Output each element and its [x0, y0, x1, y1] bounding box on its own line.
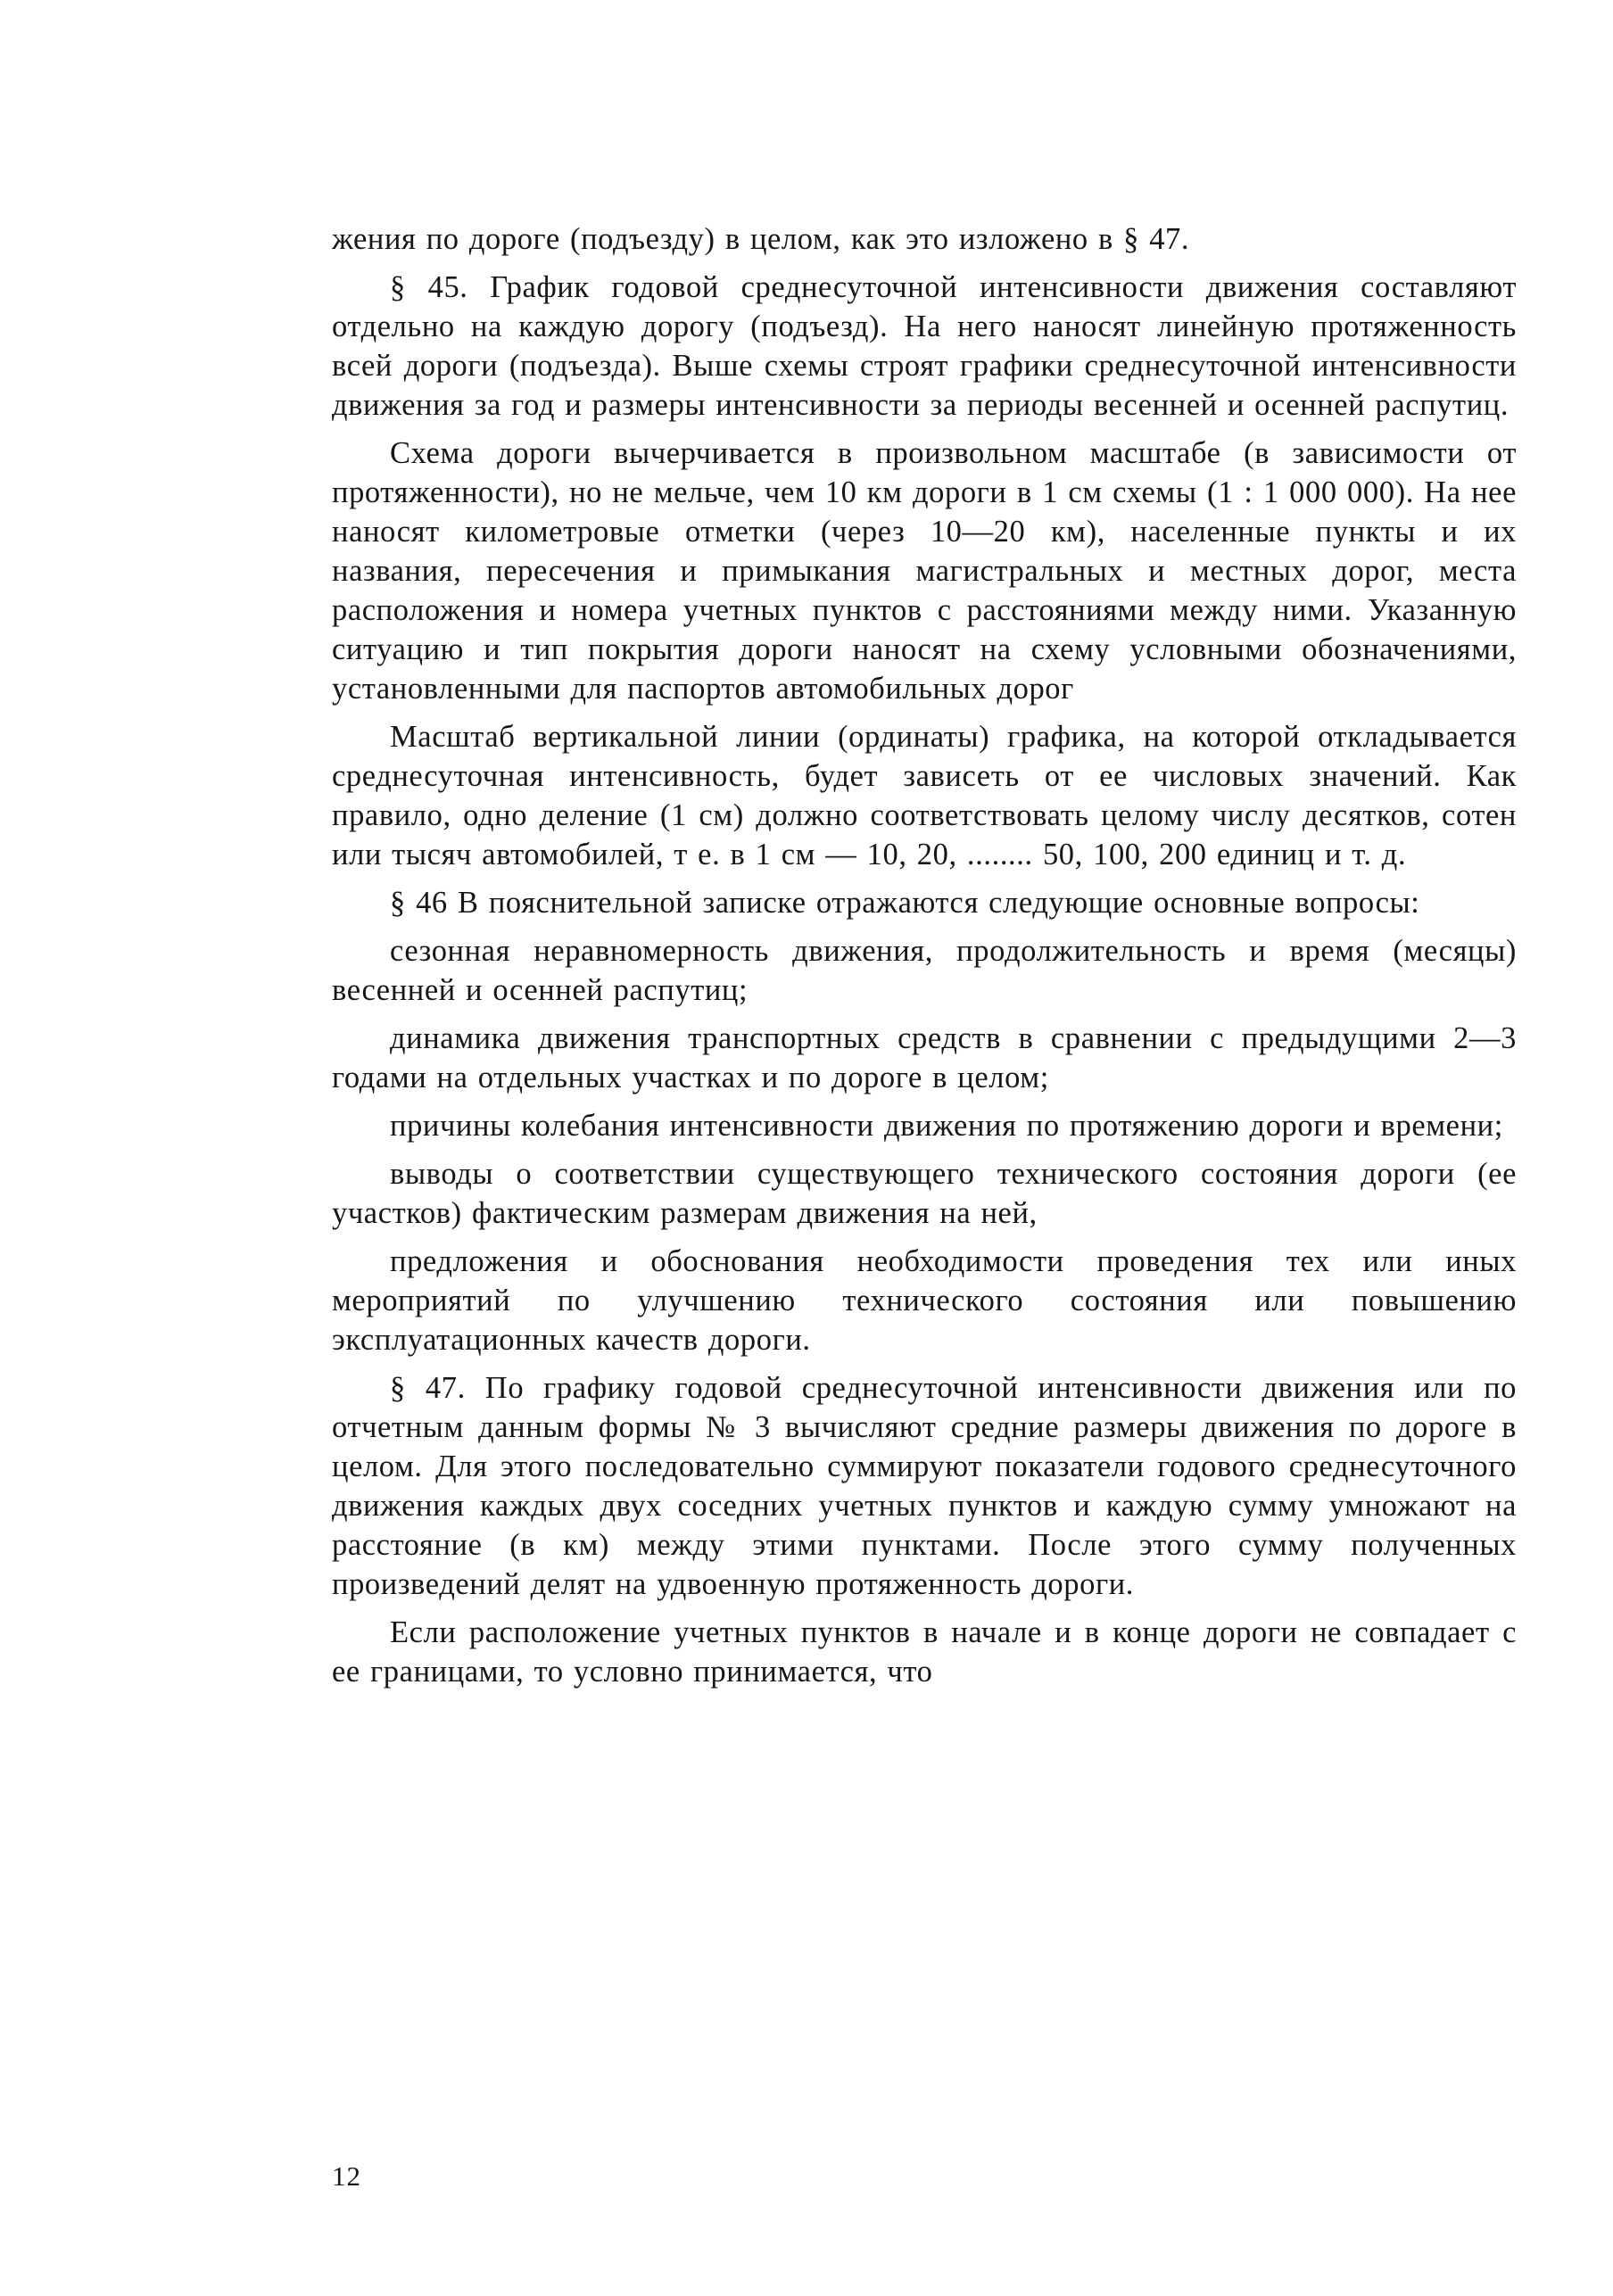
list-item-causes: причины колебания интенсивности движения по протяжению дороги и времени; — [390, 1109, 1503, 1143]
list-item-proposals: предложения и обоснования необходимости проведения тех или иных мероприятий по улучшению технического состояния или повышению эксплуатационных качеств дороги. — [332, 1244, 1517, 1357]
list-item-conclusions: выводы о соответствии существующего технического состояния дороги (ее участков) фактическим размерам движения на ней, — [332, 1157, 1517, 1230]
paragraph-continuation: жения по дороге (подъезду) в целом, как это изложено в § 47. — [332, 222, 1190, 256]
paragraph-section-46: § 46 В пояснительной записке отражаются следующие основные вопросы: — [390, 886, 1420, 920]
document-page — [332, 219, 1517, 2226]
page-number: 12 — [332, 2160, 361, 2192]
paragraph-section-47: § 47. По графику годовой среднесуточной интенсивности движения или по отчетным данным формы № 3 вычисляют средние размеры движения по дороге в целом. Для этого последовательно суммируют показатели годового среднесуточного движения каждых двух соседних учетных пунктов и каждую сумму умножают на расстояние (в км) между этими пунктами. После этого сумму полученных произведений делят на удвоенную протяженность дороги. — [332, 1371, 1517, 1601]
list-item-dynamics: динамика движения транспортных средств в сравнении с предыдущими 2—3 годами на отдельных участках и по дороге в целом; — [332, 1021, 1517, 1094]
list-item-seasonal: сезонная неравномерность движения, продолжительность и время (месяцы) весенней и осенней распутиц; — [332, 934, 1517, 1007]
paragraph-section-45: § 45. График годовой среднесуточной интенсивности движения составляют отдельно на каждую дорогу (подъезд). На него наносят линейную протяженность всей дороги (подъезда). Выше схемы строят графики среднесуточной интенсивности движения за год и размеры интенсивности за периоды весенней и осенней распутиц. — [332, 270, 1517, 422]
paragraph-boundaries: Если расположение учетных пунктов в начале и в конце дороги не совпадает с ее границами, то условно принимается, что — [332, 1615, 1517, 1689]
paragraph-ordinate-scale: Масштаб вертикальной линии (ординаты) графика, на которой откладывается среднесуточная интенсивность, будет зависеть от ее числовых значений. Как правило, одно деление (1 см) должно соответствовать целому числу десятков, сотен или тысяч автомобилей, т е. в 1 см — 10, 20, ........ 50, 100, 200 единиц и т. д. — [332, 720, 1517, 871]
paragraph-road-scheme: Схема дороги вычерчивается в произвольном масштабе (в зависимости от протяженности), но не мельче, чем 10 км дороги в 1 см схемы (1 : 1 000 000). На нее наносят километровые отметки (через 10—20 км), населенные пункты и их названия, пересечения и примыкания магистральных и местных дорог, места расположения и номера учетных пунктов с расстояниями между ними. Указанную ситуацию и тип покрытия дороги наносят на схему условными обозначениями, установленными для паспортов автомобильных дорог — [332, 436, 1517, 706]
